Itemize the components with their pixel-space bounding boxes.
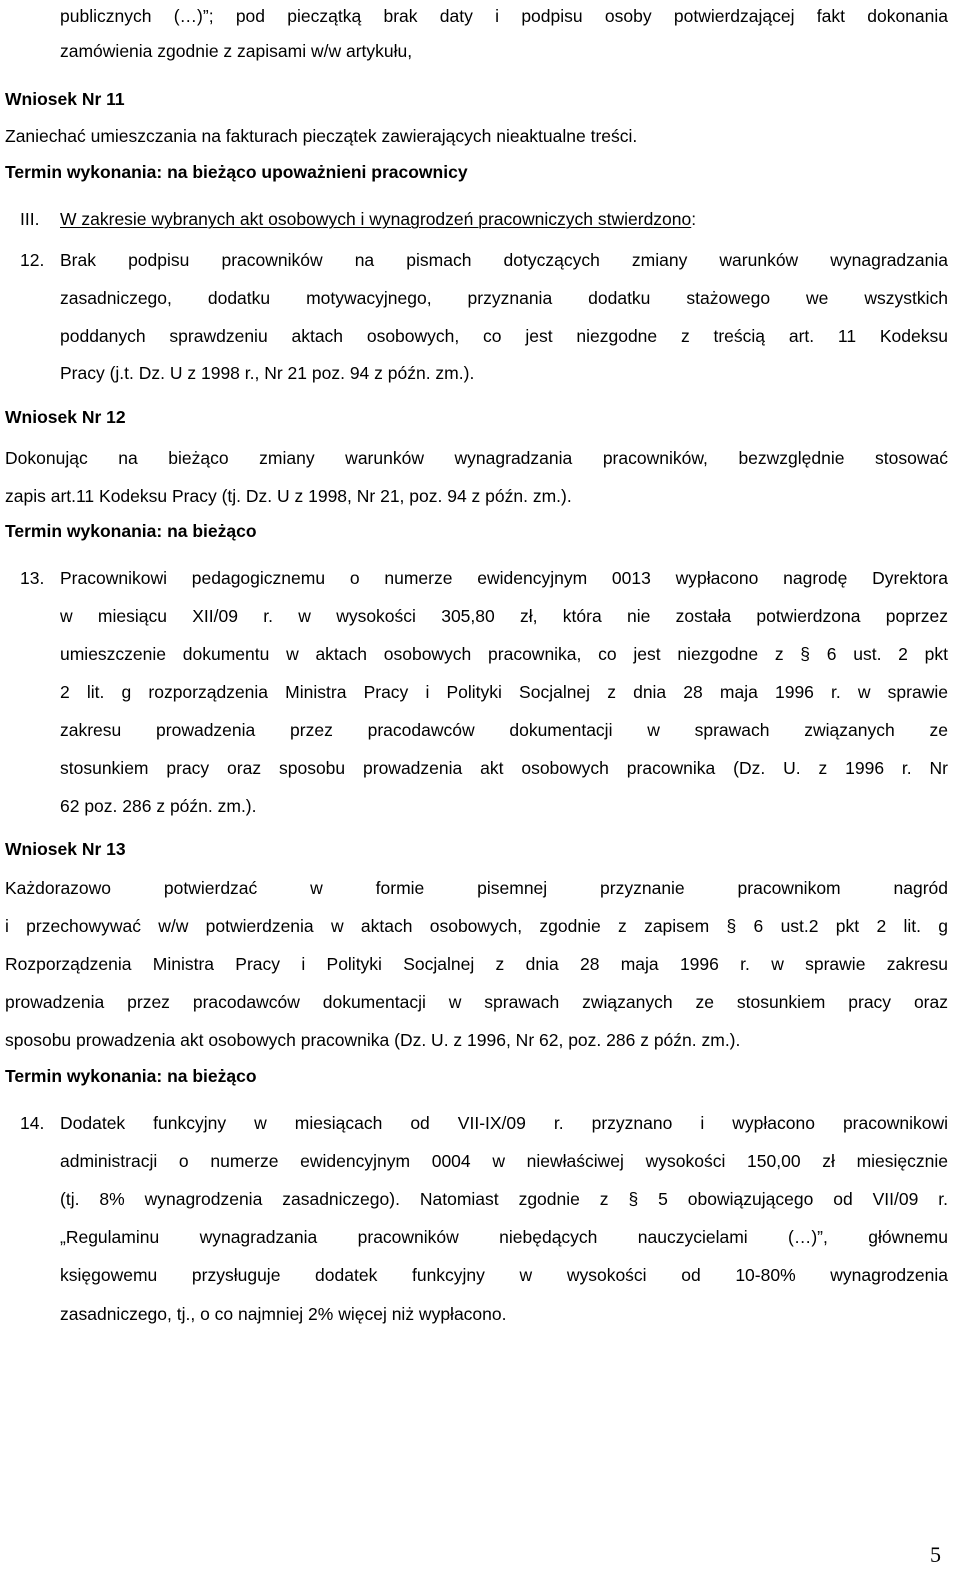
text-line: i przechowywać w/w potwierdzenia w aktach osobowych, zgodnie z zapisem § 6 ust.2 pkt 2 lit. g <box>5 916 948 936</box>
text-line: Zaniechać umieszczania na fakturach pieczątek zawierających nieaktualne treści. <box>5 126 638 146</box>
text-line: administracji o numerze ewidencyjnym 0004 w niewłaściwej wysokości 150,00 zł miesięcznie <box>60 1151 948 1171</box>
text-line: Rozporządzenia Ministra Pracy i Polityki Socjalnej z dnia 28 maja 1996 r. w sprawie zakresu <box>5 954 948 974</box>
section-heading: Wniosek Nr 11 <box>5 89 125 109</box>
deadline-line: Termin wykonania: na bieżąco upoważnieni pracownicy <box>5 162 468 182</box>
section-heading: Wniosek Nr 13 <box>5 839 126 859</box>
page-number: 5 <box>930 1542 941 1567</box>
text-line: zakresu prowadzenia przez pracodawców dokumentacji w sprawach związanych ze <box>60 720 948 740</box>
text-line: stosunkiem pracy oraz sposobu prowadzenia akt osobowych pracownika (Dz. U. z 1996 r. Nr <box>60 758 948 778</box>
item-number: 12. <box>20 250 45 270</box>
text-line: poddanych sprawdzeniu aktach osobowych, co jest niezgodne z treścią art. 11 Kodeksu <box>60 326 948 346</box>
text-line: Każdorazowo potwierdzać w formie pisemnej przyznanie pracownikom nagród <box>5 878 948 898</box>
text-line: zasadniczego, dodatku motywacyjnego, przyznania dodatku stażowego we wszystkich <box>60 288 948 308</box>
text-line: zasadniczego, tj., o co najmniej 2% więcej niż wypłacono. <box>60 1304 507 1324</box>
text-line: umieszczenie dokumentu w aktach osobowych pracownika, co jest niezgodne z § 6 ust. 2 pkt <box>60 644 948 664</box>
item-number: 14. <box>20 1113 45 1133</box>
section-marker: III. <box>20 209 40 229</box>
text-line: „Regulaminu wynagradzania pracowników niebędących nauczycielami (…)”, głównemu <box>60 1227 948 1247</box>
text-line: 62 poz. 286 z późn. zm.). <box>60 796 257 816</box>
section-heading: Wniosek Nr 12 <box>5 407 126 427</box>
text-line: prowadzenia przez pracodawców dokumentacji w sprawach związanych ze stosunkiem pracy oraz <box>5 992 948 1012</box>
text-line: Dokonując na bieżąco zmiany warunków wynagradzania pracowników, bezwzględnie stosować <box>5 448 948 468</box>
text-line: Dodatek funkcyjny w miesiącach od VII-IX/09 r. przyznano i wypłacono pracownikowi <box>60 1113 948 1133</box>
item-number: 13. <box>20 568 45 588</box>
section-title: W zakresie wybranych akt osobowych i wynagrodzeń pracowniczych stwierdzono: <box>60 209 697 229</box>
text-line: 2 lit. g rozporządzenia Ministra Pracy i Polityki Socjalnej z dnia 28 maja 1996 r. w sprawie <box>60 682 948 702</box>
text-line: Brak podpisu pracowników na pismach dotyczących zmiany warunków wynagradzania <box>60 250 948 270</box>
text-line: Pracownikowi pedagogicznemu o numerze ewidencyjnym 0013 wypłacono nagrodę Dyrektora <box>60 568 948 588</box>
text-line: publicznych (…)”; pod pieczątką brak daty i podpisu osoby potwierdzającej fakt dokonania <box>60 6 948 26</box>
deadline-line: Termin wykonania: na bieżąco <box>5 521 257 541</box>
text-line: sposobu prowadzenia akt osobowych pracownika (Dz. U. z 1996, Nr 62, poz. 286 z późn. zm.). <box>5 1030 741 1050</box>
text-line: księgowemu przysługuje dodatek funkcyjny w wysokości od 10-80% wynagrodzenia <box>60 1265 948 1285</box>
text-line: w miesiącu XII/09 r. w wysokości 305,80 zł, która nie została potwierdzona poprzez <box>60 606 948 626</box>
text-line: (tj. 8% wynagrodzenia zasadniczego). Natomiast zgodnie z § 5 obowiązującego od VII/09 r. <box>60 1189 948 1209</box>
text-line: Pracy (j.t. Dz. U z 1998 r., Nr 21 poz. 94 z późn. zm.). <box>60 363 475 383</box>
deadline-line: Termin wykonania: na bieżąco <box>5 1066 257 1086</box>
text-line: zapis art.11 Kodeksu Pracy (tj. Dz. U z 1998, Nr 21, poz. 94 z późn. zm.). <box>5 486 572 506</box>
text-line: zamówienia zgodnie z zapisami w/w artykułu, <box>60 41 413 61</box>
